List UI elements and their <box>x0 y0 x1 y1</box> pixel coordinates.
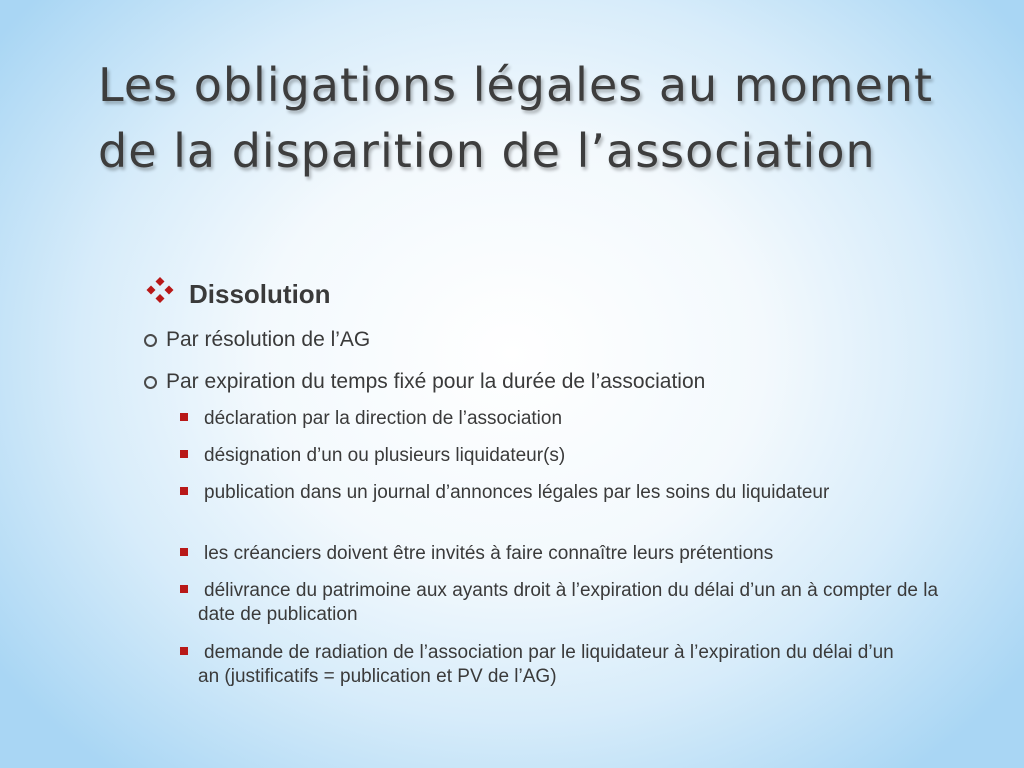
red-square-icon <box>180 413 188 421</box>
red-square-icon <box>180 487 188 495</box>
bullet-label: demande de radiation de l’association par le liquidateur à l’expiration du délai d’un an (justificatifs = publication et PV de l’AG) <box>198 642 894 687</box>
subitem-resolution <box>144 326 370 354</box>
bullet-label: publication dans un journal d’annonces légales par les soins du liquidateur <box>204 482 830 503</box>
hollow-circle-icon <box>144 334 157 347</box>
subitem-expiration <box>144 368 705 396</box>
bullet-item <box>180 481 900 505</box>
red-square-icon <box>180 647 188 655</box>
red-square-icon <box>180 548 188 556</box>
bullet-item <box>180 444 940 468</box>
bullet-item <box>180 542 940 566</box>
subitem-label: Par expiration du temps fixé pour la durée de l’association <box>166 370 706 393</box>
slide-title: Les obligations légales au moment de la disparition de l’association <box>98 58 934 178</box>
hollow-circle-icon <box>144 376 157 389</box>
bullet-item <box>180 641 910 689</box>
bullet-label: déclaration par la direction de l’association <box>204 408 563 429</box>
red-square-icon <box>180 450 188 458</box>
heading-label: Dissolution <box>189 279 331 309</box>
subitem-label: Par résolution de l’AG <box>166 328 371 351</box>
bullet-label: désignation d’un ou plusieurs liquidateur(s) <box>204 445 566 466</box>
bullet-item <box>180 407 940 431</box>
bullet-label: délivrance du patrimoine aux ayants droit à l’expiration du délai d’un an à compter de la date de publication <box>198 580 939 625</box>
heading-item <box>145 276 331 312</box>
red-square-icon <box>180 585 188 593</box>
bullet-item <box>180 579 950 627</box>
bullet-label: les créanciers doivent être invités à faire connaître leurs prétentions <box>204 543 774 564</box>
diamond-cluster-icon <box>145 276 175 304</box>
